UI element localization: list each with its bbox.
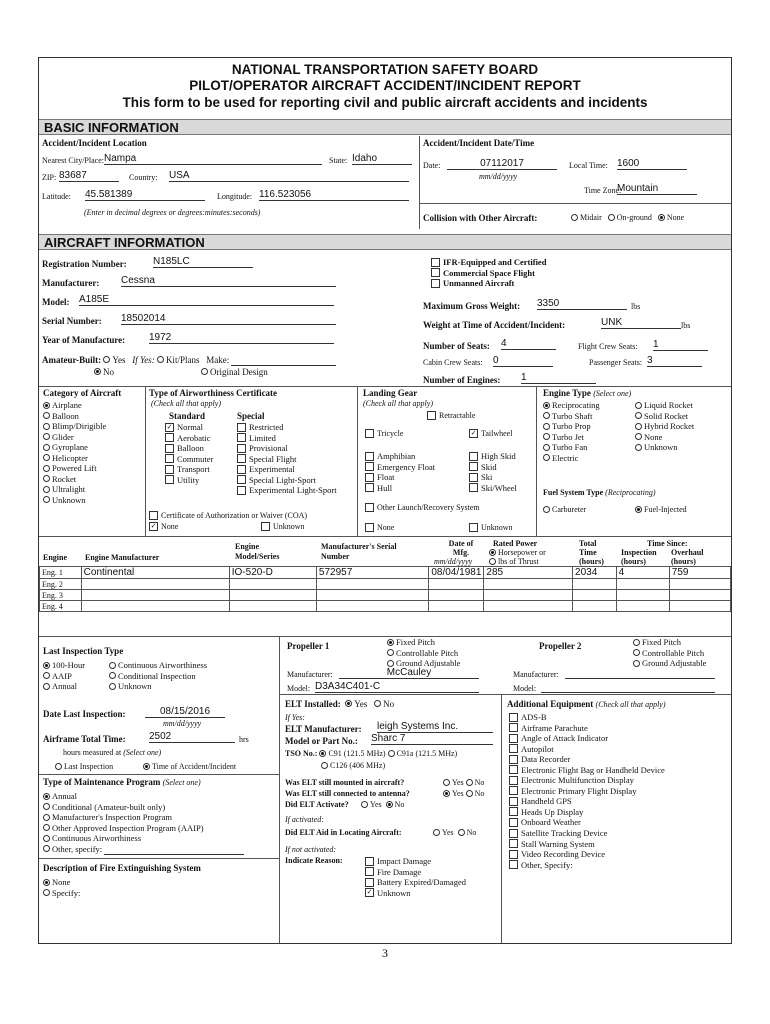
eng-power-cell[interactable]: 285 xyxy=(484,567,573,579)
inspection-hours-header: Inspection (hours) xyxy=(621,548,657,566)
gear-right-list: High Skid Skid Ski Ski/Wheel xyxy=(469,451,517,493)
coa-label: Certificate of Authorization or Waiver (COA) xyxy=(161,511,308,520)
prop2-mfr-label: Manufacturer: xyxy=(513,670,559,679)
inspection-type-radio[interactable] xyxy=(109,683,116,690)
aircraft-flags: IFR-Equipped and Certified Commercial Space Flight Unmanned Aircraft xyxy=(431,257,546,289)
eng-cell: Eng. 4 xyxy=(40,601,82,612)
collision-options: Midair On-ground None xyxy=(571,213,684,222)
engine-type-left: Reciprocating Turbo Shaft Turbo Prop Turbo Jet Turbo Fan Electric xyxy=(543,400,600,463)
fuel-injected-radio[interactable] xyxy=(635,506,642,513)
collision-on-ground-radio[interactable] xyxy=(608,214,615,221)
inspection-type-radio[interactable] xyxy=(43,683,50,690)
elt-reason-list: Impact Damage Fire Damage Battery Expired/Damaged ✓ Unknown xyxy=(366,856,466,898)
eng-power-cell[interactable] xyxy=(484,579,573,590)
gear-unknown-checkbox[interactable] xyxy=(469,523,478,532)
passenger-seats-field[interactable]: 3 xyxy=(647,355,702,367)
elt-connected-no-radio[interactable] xyxy=(466,790,473,797)
inspection-type-radio[interactable] xyxy=(109,662,116,669)
special-checkbox[interactable] xyxy=(237,465,246,474)
engine-type-radio[interactable] xyxy=(543,402,550,409)
maintenance-radio[interactable] xyxy=(43,835,50,842)
date-label: Date: xyxy=(423,161,441,170)
equipment-checkbox[interactable] xyxy=(509,734,518,743)
eng-date-cell[interactable]: 08/04/1981 xyxy=(429,567,484,579)
engine-type-radio[interactable] xyxy=(635,402,642,409)
elt-installed-no-radio[interactable] xyxy=(374,700,381,707)
eng-tt-cell[interactable] xyxy=(573,590,617,601)
registration-label: Registration Number: xyxy=(42,259,127,269)
eng-power-cell[interactable] xyxy=(484,590,573,601)
elt-installed-yes-radio[interactable] xyxy=(345,700,352,707)
model-field[interactable]: A185E xyxy=(79,294,334,306)
prop2-mfr-field[interactable] xyxy=(565,668,715,679)
elt-reason-label: Indicate Reason: xyxy=(285,856,343,865)
lbs-unit-2: lbs xyxy=(681,321,691,330)
special-checkbox[interactable] xyxy=(237,475,246,484)
equipment-checkbox[interactable] xyxy=(509,723,518,732)
max-gross-weight-label: Maximum Gross Weight: xyxy=(423,301,521,311)
standard-checkbox[interactable] xyxy=(165,465,174,474)
eng-serial-cell[interactable]: 572957 xyxy=(316,567,428,579)
gear-left-list: Amphibian Emergency Float Float Hull xyxy=(365,451,435,493)
fire-system-heading: Description of Fire Extinguishing System xyxy=(43,863,201,873)
weight-at-time-field[interactable]: UNK xyxy=(601,317,681,329)
category-radio[interactable] xyxy=(43,433,50,440)
category-radio[interactable] xyxy=(43,454,50,461)
engines-count-field[interactable]: 1 xyxy=(521,372,596,384)
special-heading: Special xyxy=(237,411,265,421)
landing-gear-heading: Landing Gear xyxy=(363,388,418,398)
page-number: 3 xyxy=(382,946,388,960)
category-radio[interactable] xyxy=(43,486,50,493)
horsepower-radio[interactable] xyxy=(489,549,496,556)
equipment-checkbox[interactable] xyxy=(509,776,518,785)
equipment-checkbox[interactable] xyxy=(509,850,518,859)
longitude-label: Longitude: xyxy=(217,192,253,201)
agency-title: NATIONAL TRANSPORTATION SAFETY BOARD xyxy=(231,62,539,77)
local-time-field[interactable]: 1600 xyxy=(617,158,687,170)
engines-count-label: Number of Engines: xyxy=(423,375,501,385)
table-row xyxy=(40,579,731,590)
engine-type-radio[interactable] xyxy=(543,444,550,451)
category-radio[interactable] xyxy=(43,444,50,451)
eng-ovh-cell[interactable] xyxy=(669,590,730,601)
longitude-field[interactable]: 116.523056 xyxy=(259,189,409,201)
airframe-total-time-field[interactable]: 2502 xyxy=(149,731,235,743)
category-heading: Category of Aircraft xyxy=(43,388,122,398)
elt-model-label: Model or Part No.: xyxy=(285,736,358,746)
standard-list: ✓ Normal Aerobatic Balloon Commuter Transport Utility xyxy=(166,422,214,485)
rated-power-header: Rated Power xyxy=(493,539,538,548)
airframe-total-time-label: Airframe Total Time: xyxy=(43,734,126,744)
unmanned-checkbox[interactable] xyxy=(431,279,440,288)
engine-type-radio[interactable] xyxy=(543,433,550,440)
coa-unknown-checkbox[interactable] xyxy=(261,522,270,531)
eng-cell: Eng. 1 xyxy=(40,567,82,579)
inspection-date-format: mm/dd/yyyy xyxy=(163,719,202,728)
eng-insp-cell[interactable]: 4 xyxy=(616,567,669,579)
coord-note: (Enter in decimal degrees or degrees:minutes:seconds) xyxy=(84,208,261,217)
maintenance-radio[interactable] xyxy=(43,824,50,831)
flight-crew-seats-label: Flight Crew Seats: xyxy=(578,342,638,351)
reason-checkbox[interactable] xyxy=(365,857,374,866)
prop2-type-radio[interactable] xyxy=(633,660,640,667)
equipment-list: ADS-B Airframe Parachute Angle of Attack Indicator Autopilot Data Recorder Electronic Flight Bag or Handheld Device Electronic Multifunction Display Electronic Primary Flight Display Handheld GPS Heads Up Display Onboard Weather Satellite Tracking Device Stall Warning System Video Recording Device Other, Specify: xyxy=(509,712,665,870)
engine-type-radio[interactable] xyxy=(543,423,550,430)
special-checkbox[interactable] xyxy=(237,486,246,495)
measured-time-of-accident-radio[interactable] xyxy=(143,763,150,770)
equipment-checkbox[interactable] xyxy=(509,765,518,774)
latitude-label: Latitude: xyxy=(42,192,71,201)
elt-mfr-label: ELT Manufacturer: xyxy=(285,724,362,734)
last-inspection-date-field[interactable]: 08/15/2016 xyxy=(145,706,225,718)
standard-checkbox[interactable] xyxy=(165,433,174,442)
tricycle-checkbox[interactable] xyxy=(365,429,374,438)
collision-label: Collision with Other Aircraft: xyxy=(423,213,538,223)
eng-ovh-cell[interactable] xyxy=(669,601,730,612)
eng-model-col-header: Engine Model/Series xyxy=(235,542,280,561)
additional-equipment-heading: Additional Equipment xyxy=(507,699,594,709)
collision-midair-radio[interactable] xyxy=(571,214,578,221)
coa-checkbox[interactable] xyxy=(149,511,158,520)
state-label: State: xyxy=(329,156,348,165)
max-gross-weight-field[interactable]: 3350 xyxy=(537,298,627,310)
zip-label: ZIP: xyxy=(42,173,57,182)
measured-label: hours measured at xyxy=(63,748,122,757)
latitude-field[interactable]: 45.581389 xyxy=(85,189,205,201)
tso-c91-radio[interactable] xyxy=(319,750,326,757)
prop1-mfr-field[interactable]: McCauley xyxy=(339,667,479,679)
special-checkbox[interactable] xyxy=(237,444,246,453)
standard-checkbox[interactable] xyxy=(165,454,174,463)
engine-type-radio[interactable] xyxy=(543,412,550,419)
elt-mounted-no-radio[interactable] xyxy=(466,779,473,786)
state-field[interactable]: Idaho xyxy=(352,153,412,165)
eng-serial-cell[interactable] xyxy=(316,590,428,601)
engine-type-radio[interactable] xyxy=(543,454,550,461)
serial-label: Serial Number: xyxy=(42,316,102,326)
propeller-1-options: Fixed Pitch Controllable Pitch Ground Adjustable xyxy=(387,637,460,669)
gear-none-checkbox[interactable] xyxy=(365,523,374,532)
category-radio[interactable] xyxy=(43,465,50,472)
elt-mounted-label: Was ELT still mounted in aircraft? xyxy=(285,778,405,787)
registration-field[interactable]: N185LC xyxy=(153,256,253,268)
eng-tt-cell[interactable]: 2034 xyxy=(573,567,617,579)
gear-checkbox[interactable] xyxy=(365,452,374,461)
eng-serial-cell[interactable] xyxy=(316,601,428,612)
eng-cell: Eng. 3 xyxy=(40,590,82,601)
maintenance-heading: Type of Maintenance Program xyxy=(43,777,161,787)
eng-ovh-cell[interactable] xyxy=(669,579,730,590)
measured-last-inspection-radio[interactable] xyxy=(55,763,62,770)
maintenance-radio[interactable] xyxy=(43,845,50,852)
eng-date-format: mm/dd/yyyy xyxy=(434,557,473,566)
engine-type-radio[interactable] xyxy=(635,412,642,419)
eng-mfr-col-header: Engine Manufacturer xyxy=(85,553,160,562)
airworthiness-note: (Check all that apply) xyxy=(151,399,221,408)
special-list: Restricted Limited Provisional Special Flight Experimental Special Light-Sport Experimental Light-Sport xyxy=(237,422,337,496)
collision-none-radio[interactable] xyxy=(658,214,665,221)
equipment-checkbox[interactable] xyxy=(509,744,518,753)
gear-note: (Check all that apply) xyxy=(363,399,433,408)
prop1-type-radio[interactable] xyxy=(387,660,394,667)
tso-c126-radio[interactable] xyxy=(321,762,328,769)
prop1-mfr-label: Manufacturer: xyxy=(287,670,333,679)
standard-heading: Standard xyxy=(169,411,206,421)
propeller-2-label: Propeller 2 xyxy=(539,641,582,651)
reason-checkbox[interactable] xyxy=(365,867,374,876)
equipment-checkbox[interactable] xyxy=(509,797,518,806)
eng-date-col-header: Date of Mfg. xyxy=(448,539,474,557)
inspection-type-radio[interactable] xyxy=(43,662,50,669)
eng-serial-cell[interactable] xyxy=(316,579,428,590)
elt-connected-label: Was ELT still connected to antenna? xyxy=(285,789,410,798)
inspection-type-radio[interactable] xyxy=(43,672,50,679)
reason-checkbox[interactable]: ✓ xyxy=(366,888,373,897)
category-radio[interactable] xyxy=(43,402,50,409)
flight-crew-seats-field[interactable]: 1 xyxy=(653,339,708,351)
equipment-checkbox[interactable] xyxy=(509,807,518,816)
retractable-checkbox[interactable] xyxy=(427,411,436,420)
zip-field[interactable]: 83687 xyxy=(59,170,119,182)
gear-checkbox[interactable] xyxy=(469,452,478,461)
prop2-type-radio[interactable] xyxy=(633,639,640,646)
amateur-no-radio[interactable] xyxy=(94,368,101,375)
serial-field[interactable]: 18502014 xyxy=(121,313,336,325)
eng-date-cell[interactable] xyxy=(429,590,484,601)
eng-mfr-cell[interactable] xyxy=(81,590,229,601)
elt-locating-no-radio[interactable] xyxy=(458,829,465,836)
maintenance-other-field[interactable] xyxy=(104,844,244,856)
eng-tt-cell[interactable] xyxy=(573,579,617,590)
eng-model-cell[interactable] xyxy=(229,601,316,612)
eng-insp-cell[interactable] xyxy=(616,590,669,601)
elt-activate-no-radio[interactable] xyxy=(386,801,393,808)
last-inspection-date-label: Date Last Inspection: xyxy=(43,709,126,719)
manufacturer-field[interactable]: Cessna xyxy=(121,275,336,287)
carbureter-radio[interactable] xyxy=(543,506,550,513)
prop1-model-field[interactable]: D3A34C401-C xyxy=(315,681,479,693)
gear-checkbox[interactable] xyxy=(469,462,478,471)
category-radio[interactable] xyxy=(43,496,50,503)
total-time-header: Total Time (hours) xyxy=(579,539,604,566)
standard-checkbox[interactable]: ✓ xyxy=(166,422,173,431)
fire-system-radio[interactable] xyxy=(43,889,50,896)
equipment-checkbox[interactable] xyxy=(509,839,518,848)
category-radio[interactable] xyxy=(43,423,50,430)
gear-checkbox[interactable] xyxy=(365,473,374,482)
category-radio[interactable] xyxy=(43,412,50,419)
tso-c91a-radio[interactable] xyxy=(388,750,395,757)
category-list: Airplane Balloon Blimp/Dirigible Glider Gyroplane Helicopter Powered Lift Rocket Ultralight Unknown xyxy=(43,400,106,505)
propeller-1-label: Propeller 1 xyxy=(287,641,330,651)
last-inspection-heading: Last Inspection Type xyxy=(43,646,124,656)
equipment-checkbox[interactable] xyxy=(509,829,518,838)
eng-cell: Eng. 2 xyxy=(40,579,82,590)
engine-type-radio[interactable] xyxy=(635,433,642,440)
elt-model-field[interactable]: Sharc 7 xyxy=(371,733,493,745)
special-checkbox[interactable] xyxy=(237,423,246,432)
eng-ovh-cell[interactable]: 759 xyxy=(669,567,730,579)
equipment-checkbox[interactable] xyxy=(509,860,518,869)
eng-mfr-cell[interactable] xyxy=(81,579,229,590)
date-field[interactable]: 07112017 xyxy=(447,158,557,170)
cabin-crew-seats-label: Cabin Crew Seats: xyxy=(423,358,483,367)
standard-checkbox[interactable] xyxy=(165,444,174,453)
table-row xyxy=(40,601,731,612)
eng-col-header: Engine xyxy=(43,553,68,562)
eng-date-cell[interactable] xyxy=(429,601,484,612)
prop2-model-field[interactable] xyxy=(541,682,715,693)
elt-installed-label: ELT Installed: xyxy=(285,699,341,709)
year-label: Year of Manufacture: xyxy=(42,335,126,345)
seats-field[interactable]: 4 xyxy=(501,338,556,350)
ifr-checkbox[interactable] xyxy=(431,258,440,267)
basic-divider xyxy=(419,136,420,229)
other-launch-checkbox[interactable] xyxy=(365,503,374,512)
engine-type-radio[interactable] xyxy=(635,423,642,430)
eng-serial-col-header: Manufacturer's Serial Number xyxy=(321,542,397,561)
city-field[interactable]: Nampa xyxy=(104,153,322,165)
amateur-row-2: No xyxy=(94,367,114,377)
eng-insp-cell[interactable] xyxy=(616,579,669,590)
overhaul-hours-header: Overhaul (hours) xyxy=(671,548,704,566)
propeller-2-options: Fixed Pitch Controllable Pitch Ground Adjustable xyxy=(633,637,706,669)
thrust-radio[interactable] xyxy=(489,558,496,565)
prop1-type-radio[interactable] xyxy=(387,639,394,646)
eng-mfr-cell[interactable]: Continental xyxy=(81,567,229,579)
equipment-checkbox[interactable] xyxy=(509,755,518,764)
make-field[interactable] xyxy=(231,355,336,366)
gear-checkbox[interactable] xyxy=(365,483,374,492)
eng-insp-cell[interactable] xyxy=(616,601,669,612)
amateur-yes-radio[interactable] xyxy=(103,356,110,363)
city-label: Nearest City/Place: xyxy=(42,156,104,165)
maintenance-radio[interactable] xyxy=(43,814,50,821)
kit-plans-radio[interactable] xyxy=(157,356,164,363)
elt-connected-yes-radio[interactable] xyxy=(443,790,450,797)
time-since-header: Time Since: xyxy=(647,539,688,548)
maintenance-radio[interactable] xyxy=(43,803,50,810)
form-subtitle: This form to be used for reporting civil and public aircraft accidents and incidents xyxy=(122,95,648,110)
engine-type-heading: Engine Type xyxy=(543,388,591,398)
inspection-type-radio[interactable] xyxy=(109,672,116,679)
elt-mfr-field[interactable]: leigh Systems Inc. xyxy=(377,721,493,733)
amateur-row: Amateur-Built: Yes If Yes: Kit/Plans Make: xyxy=(42,355,336,366)
gear-checkbox[interactable] xyxy=(469,483,478,492)
lbs-unit: lbs xyxy=(631,302,641,311)
date-time-heading: Accident/Incident Date/Time xyxy=(423,138,535,148)
tailwheel-checkbox[interactable]: ✓ xyxy=(470,428,477,437)
basic-info-band: BASIC INFORMATION xyxy=(39,119,731,135)
tso-label: TSO No.: xyxy=(285,749,318,758)
hrs-unit: hrs xyxy=(239,735,249,744)
prop1-type-radio[interactable] xyxy=(387,649,394,656)
engine-type-right: Liquid Rocket Solid Rocket Hybrid Rocket None Unknown xyxy=(635,400,694,453)
airworthiness-heading: Type of Airworthiness Certificate xyxy=(149,388,278,398)
engine-table xyxy=(39,566,731,612)
local-time-label: Local Time: xyxy=(569,161,608,170)
table-row xyxy=(40,567,731,579)
equipment-checkbox[interactable] xyxy=(509,818,518,827)
engine-type-radio[interactable] xyxy=(635,444,642,451)
eng-model-cell[interactable] xyxy=(229,579,316,590)
reason-checkbox[interactable] xyxy=(365,878,374,887)
time-zone-field[interactable]: Mountain xyxy=(617,183,697,195)
fire-system-radio[interactable] xyxy=(43,879,50,886)
eng-model-cell[interactable] xyxy=(229,590,316,601)
elt-mounted-yes-radio[interactable] xyxy=(443,779,450,786)
location-heading: Accident/Incident Location xyxy=(42,138,147,148)
cabin-crew-seats-field[interactable]: 0 xyxy=(493,355,553,367)
elt-if-activated: If activated: xyxy=(285,815,324,824)
weight-at-time-label: Weight at Time of Accident/Incident: xyxy=(423,320,566,330)
gear-checkbox[interactable] xyxy=(469,473,478,482)
report-form: NATIONAL TRANSPORTATION SAFETY BOARD PILOT/OPERATOR AIRCRAFT ACCIDENT/INCIDENT REPORT This form to be used for reporting civil and public aircraft accidents and incidents BASIC INFORMATION Accident/Incident Location Nearest City/Place: Nampa State: Idaho ZIP: 83687 Country: USA Latitude: 45.581389 Longitude: 116.523056 (Enter in decimal degrees or degrees:minutes:seconds) Accident/Incident Date/Time Date: 07112017 mm/dd/yyyy Local Time: 1600 Time Zone: Mountain Collision with Other Aircraft: Midair On-ground None AIRCRAFT INFORMATION Registration Number: N185LC Manufacturer: Cessna Model: A185E Serial Number: 18502014 Year of Manufacture: 1972 Amateur-Built: Yes If Yes: Kit/Plans Make: No Original Design IFR-Equipped and Certified Commercial Space Flight Unmanned Aircraft Maximum Gross Weight: 3350 lbs Weight at Time of Accident/Incident: UNK lbs Number of Seats: 4 Flight Crew Seats: 1 Cabin Crew Seats: 0 Passenger Seats: 3 Number of Engines: 1 Category of Aircraft Airplane Balloon Blimp/Dirigible Glider Gyroplane Helicopter Powered Lift Rocket Ultralight Unknown Type of Airworthiness Certificate (Check all that apply) Standard Special ✓ Normal Aerobatic Balloon Commuter Transport Utility Restricted Limited Provisional Special Flight Experimental Special Light-Sport Experimental Light-Sport Certificate of Authorization or Waiver (COA) ✓ None Unknown Landing Gear (Check all that apply) Retractable Tricycle ✓ Tailwheel Amphibian Emergency Float Float Hull High Skid Skid Ski Ski/Wheel Other Launch/Recovery System None Unknown Engine Type (Select one) Reciprocating Turbo Shaft Turbo Prop Turbo Jet Turbo Fan Electric Liquid Rocket Solid Rocket Hybrid Rocket None Unknown Fuel System Type (Reciprocating) Carbureter Fuel-Injected Engine Engine Manufacturer Engine Model/Series Manufacturer's Serial Number Date of Mfg. mm/dd/yyyy Rated Power Horsepower or lbs of Thrust Total Time (hours) Time Since: Inspection (hours) Overhaul (hours) Eng. 1 Continental IO-520-D 572957 08/04/1981 285 2034 4 759 Eng. 2 Eng. 3 Eng. 4 Last Inspection Type 100-Hour AAIP Annual Continuous Airworthiness Conditional Inspection Unknown Date Last Inspection: 08/15/2016 mm/dd/yyyy Airframe Total Time: 2502 hrs hours measured at (Select one) Last Inspection Time of Accident/Incident Type of Maintenance Program (Select one) Annual Conditional (Amateur-built only) Manufacturer's Inspection Program Other Approved Inspection Program (AAIP) Continuous Airworthiness Other, specify: Description of Fire Extinguishing System None Specify: Propeller 1 Fixed Pitch Controllable Pitch Ground Adjustable Manufacturer: McCauley Model: D3A34C401-C Propeller 2 Fixed Pitch Controllable Pitch Ground Adjustable Manufacturer: Model: ELT Installed: Yes No If Yes: ELT Manufacturer: leigh Systems Inc. Model or Part No.: Sharc 7 TSO No.: C91 (121.5 MHz) C91a (121.5 MHz) C126 (406 MHz) Was ELT still mounted in aircraft? Yes No Was ELT still connected to antenna? Yes No Did ELT Activate? Yes No If activated: Did ELT Aid in Locating Aircraft: Yes No If not activated: Indicate Reason: Impact Damage Fire Damage Battery Expired/Damaged ✓ Unknown Additional Equipment (Check all that apply) ADS-B Airframe Parachute Angle of Attack Indicator Autopilot Data Recorder Electronic Flight Bag or Handheld Device Electronic Multifunction Display Electronic Primary Flight Display Handheld GPS Heads Up Display Onboard Weather Satellite Tracking Device Stall Warning System Video Recording Device Other, Specify: xyxy=(38,57,732,944)
passenger-seats-label: Passenger Seats: xyxy=(589,358,643,367)
equipment-checkbox[interactable] xyxy=(509,713,518,722)
eng-mfr-cell[interactable] xyxy=(81,601,229,612)
table-row xyxy=(40,590,731,601)
original-design-radio[interactable] xyxy=(201,368,208,375)
report-title: PILOT/OPERATOR AIRCRAFT ACCIDENT/INCIDENT REPORT xyxy=(189,78,581,93)
country-label: Country: xyxy=(129,173,158,182)
manufacturer-label: Manufacturer: xyxy=(42,278,100,288)
special-checkbox[interactable] xyxy=(237,433,246,442)
prop1-model-label: Model: xyxy=(287,684,311,693)
date-format: mm/dd/yyyy xyxy=(479,172,518,181)
elt-ifyes: If Yes: xyxy=(285,713,305,722)
time-zone-label: Time Zone: xyxy=(584,186,622,195)
standard-checkbox[interactable] xyxy=(165,475,174,484)
prop2-type-radio[interactable] xyxy=(633,649,640,656)
commercial-space-checkbox[interactable] xyxy=(431,268,440,277)
special-checkbox[interactable] xyxy=(237,454,246,463)
maintenance-list: Annual Conditional (Amateur-built only) Manufacturer's Inspection Program Other Approved Inspection Program (AAIP) Continuous Airworthiness Other, specify: xyxy=(43,791,244,855)
year-field[interactable]: 1972 xyxy=(149,332,334,344)
eng-model-cell[interactable]: IO-520-D xyxy=(229,567,316,579)
elt-locating-label: Did ELT Aid in Locating Aircraft: xyxy=(285,828,402,837)
elt-locating-yes-radio[interactable] xyxy=(433,829,440,836)
eng-tt-cell[interactable] xyxy=(573,601,617,612)
elt-if-not: If not activated: xyxy=(285,845,337,854)
gear-checkbox[interactable] xyxy=(365,462,374,471)
aircraft-info-band: AIRCRAFT INFORMATION xyxy=(39,234,731,250)
elt-activate-label: Did ELT Activate? xyxy=(285,800,349,809)
seats-label: Number of Seats: xyxy=(423,341,490,351)
eng-date-cell[interactable] xyxy=(429,579,484,590)
prop2-model-label: Model: xyxy=(513,684,537,693)
category-radio[interactable] xyxy=(43,475,50,482)
model-label: Model: xyxy=(42,297,70,307)
country-field[interactable]: USA xyxy=(169,170,409,182)
fuel-system-heading: Fuel System Type xyxy=(543,488,604,497)
elt-activate-yes-radio[interactable] xyxy=(361,801,368,808)
eng-power-cell[interactable] xyxy=(484,601,573,612)
equipment-checkbox[interactable] xyxy=(509,786,518,795)
maintenance-radio[interactable] xyxy=(43,793,50,800)
coa-none-checkbox[interactable]: ✓ xyxy=(150,521,157,530)
